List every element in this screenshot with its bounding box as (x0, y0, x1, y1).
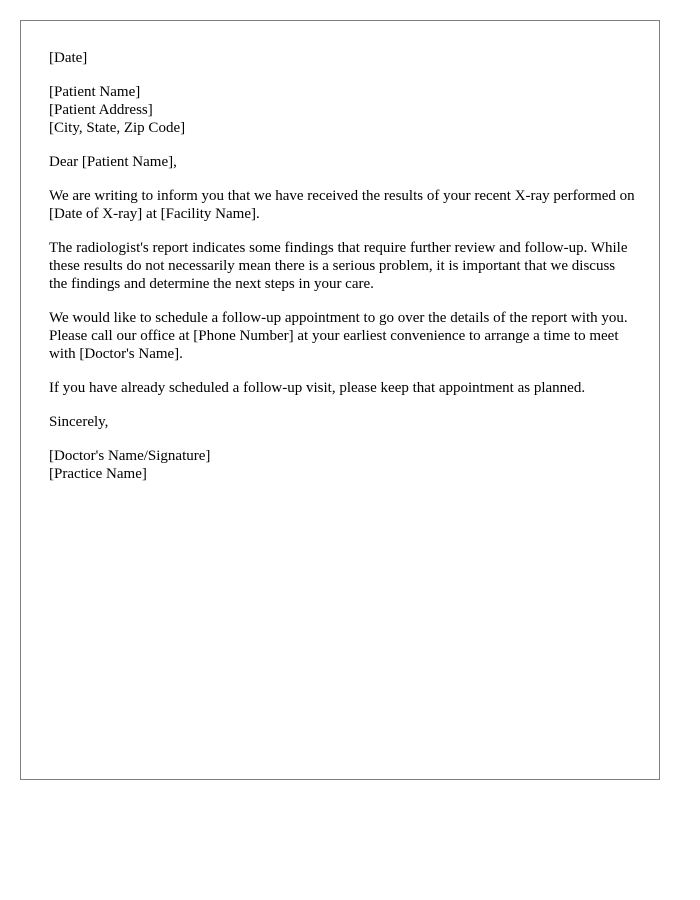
signature-name: [Doctor's Name/Signature] (49, 448, 211, 464)
practice-name: [Practice Name] (49, 466, 147, 482)
letter-date: [Date] (49, 50, 88, 66)
paragraph-existing-appointment: If you have already scheduled a follow-up visit, please keep that appointment as planned. (49, 380, 586, 396)
salutation: Dear [Patient Name], (49, 154, 177, 170)
paragraph-schedule-followup: We would like to schedule a follow-up appointment to go over the details of the report with you. Please call our office at [Phone Number] at your earliest convenience to arrange a time to meet with [Doctor's Name]. (49, 310, 628, 362)
recipient-block (49, 83, 635, 137)
paragraph-findings: The radiologist's report indicates some findings that require further review and follow-up. While these results do not necessarily mean there is a serious problem, it is important that we discuss the findings and determine the next steps in your care. (49, 240, 628, 292)
closing-block (49, 413, 635, 431)
letter-body (49, 49, 635, 499)
letter-page (20, 20, 660, 780)
signature-block (49, 447, 635, 483)
recipient-city-state-zip: [City, State, Zip Code] (49, 120, 186, 136)
salutation-block (49, 153, 635, 171)
recipient-name: [Patient Name] (49, 84, 141, 100)
date-block (49, 49, 635, 67)
paragraph-results-received: We are writing to inform you that we have received the results of your recent X-ray performed on [Date of X-ray] at [Facility Name]. (49, 188, 635, 222)
closing: Sincerely, (49, 414, 109, 430)
recipient-address: [Patient Address] (49, 102, 153, 118)
